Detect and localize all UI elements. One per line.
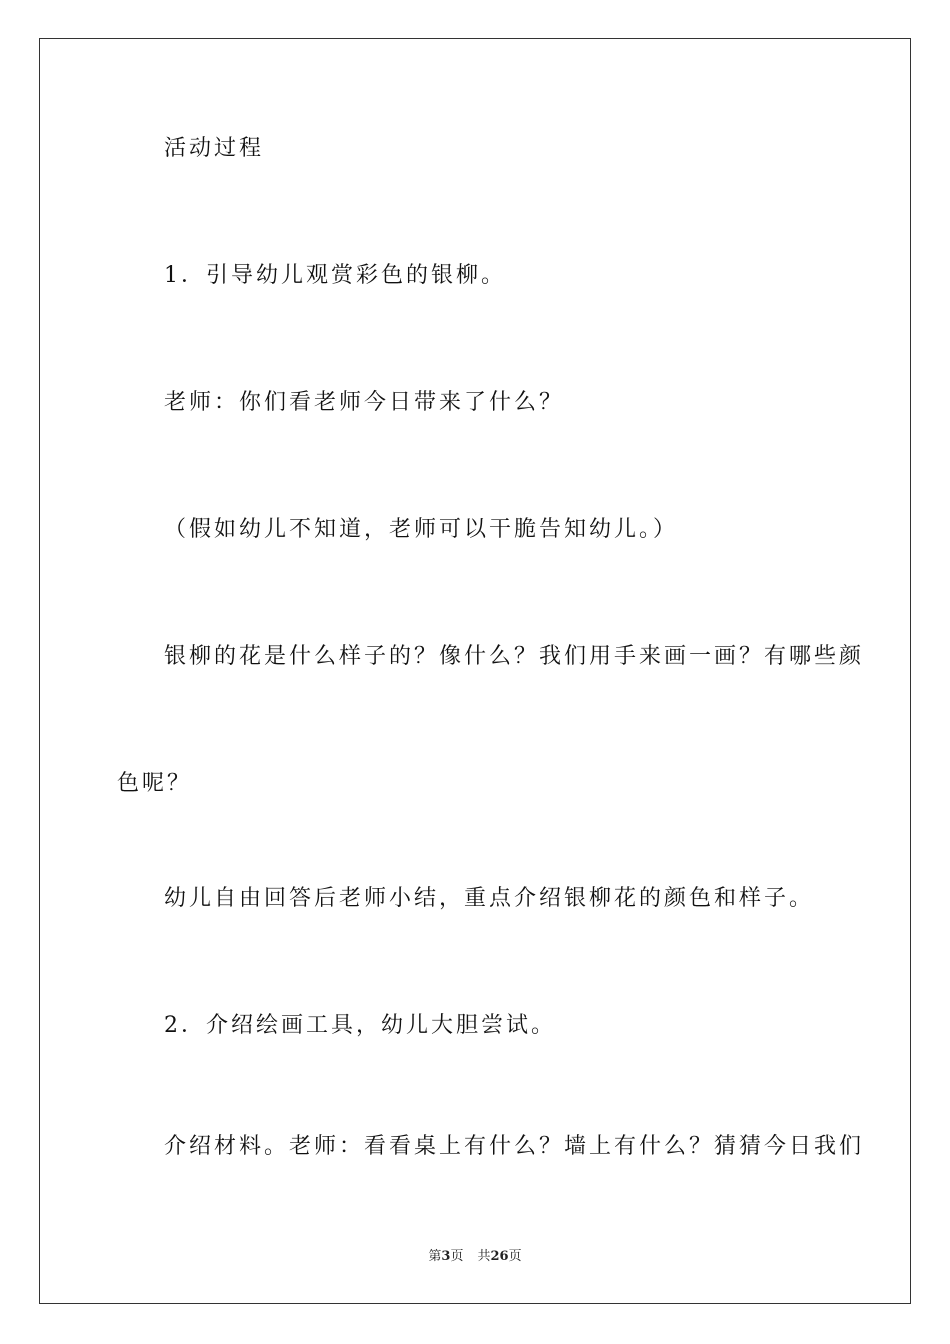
page-border <box>39 38 911 1304</box>
paragraph-line-continuation: 色呢？ <box>117 771 193 796</box>
paragraph-line: 介绍材料。老师：看看桌上有什么？墙上有什么？猜猜今日我们 <box>164 1134 865 1159</box>
page-total: 26 <box>490 1249 509 1264</box>
paragraph-line: 1．引导幼儿观赏彩色的银柳。 <box>164 263 506 288</box>
paragraph-line: 银柳的花是什么样子的？像什么？我们用手来画一画？有哪些颜 <box>164 644 865 669</box>
paragraph-line: 老师：你们看老师今日带来了什么？ <box>164 390 565 415</box>
page-footer <box>0 1248 950 1266</box>
total-suffix: 页 <box>508 1249 522 1264</box>
page-prefix: 第 <box>428 1249 442 1264</box>
paragraph-line: 2．介绍绘画工具，幼儿大胆尝试。 <box>164 1013 556 1038</box>
section-heading: 活动过程 <box>164 136 265 161</box>
total-prefix: 共 <box>477 1249 491 1264</box>
paragraph-line: （假如幼儿不知道，老师可以干脆告知幼儿。） <box>164 517 679 542</box>
page-current: 3 <box>441 1249 451 1264</box>
page-suffix: 页 <box>450 1249 464 1264</box>
paragraph-line: 幼儿自由回答后老师小结，重点介绍银柳花的颜色和样子。 <box>164 886 815 911</box>
